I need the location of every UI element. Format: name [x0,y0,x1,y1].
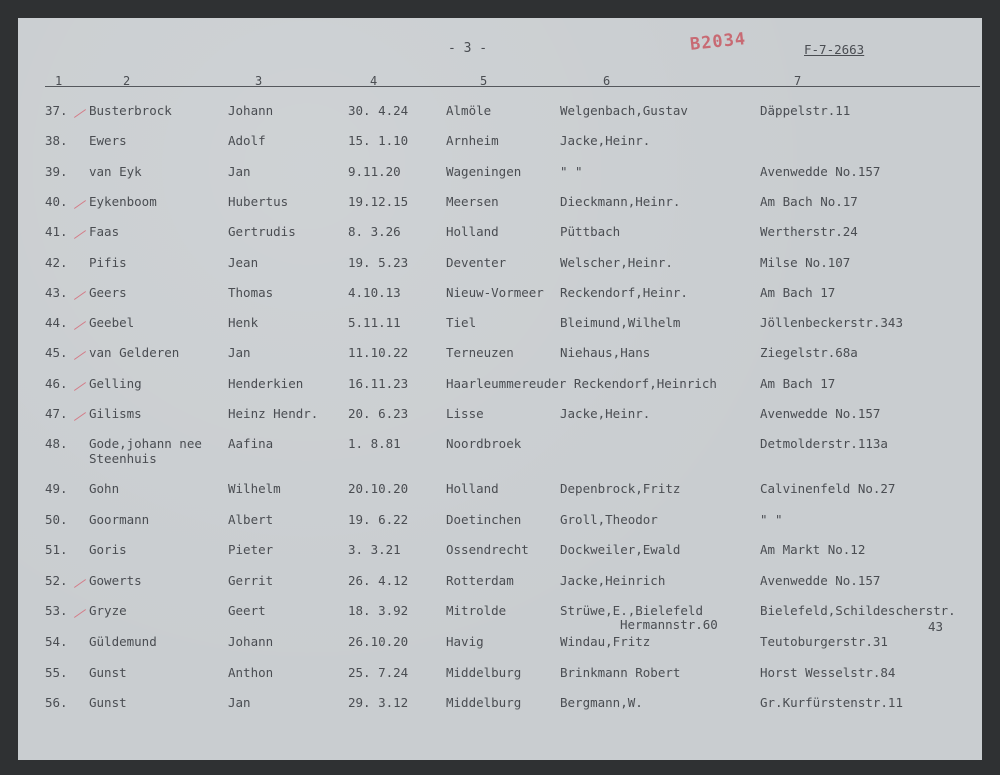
cell-address: Avenwedde No.157 [760,406,881,421]
cell-first: Jean [228,255,259,270]
cell-first: Henderkien [228,376,304,391]
cell-no: 44. [45,315,68,330]
cell-name: Goris [89,542,127,557]
cell-origin: Tiel [446,315,477,330]
cell-name: Goormann [89,512,150,527]
cell-address-continued: 43 [928,619,944,634]
cell-no: 55. [45,665,68,680]
cell-employer: Groll,Theodor [560,512,658,527]
cell-origin: Havig [446,634,484,649]
cell-employer: Strüwe,E.,Bielefeld [560,603,703,618]
cell-name: Pifis [89,255,127,270]
cell-no: 54. [45,634,68,649]
column-number-7: 7 [794,74,802,88]
cell-employer-continued: Hermannstr.60 [620,617,718,632]
cell-no: 56. [45,695,68,710]
table-row [18,436,982,466]
table-row [18,665,982,685]
cell-first: Gerrit [228,573,274,588]
column-number-2: 2 [123,74,131,88]
table-row [18,164,982,184]
cell-date: 26.10.20 [348,634,409,649]
header-rule [45,86,980,87]
table-row [18,481,982,501]
cell-date: 15. 1.10 [348,133,409,148]
cell-no: 45. [45,345,68,360]
cell-name: Gilisms [89,406,142,421]
cell-no: 52. [45,573,68,588]
cell-no: 50. [45,512,68,527]
cell-first: Jan [228,695,251,710]
table-row [18,573,982,593]
cell-address: Horst Wesselstr.84 [760,665,896,680]
cell-name: van Eyk [89,164,142,179]
cell-name: Gunst [89,665,127,680]
cell-no: 46. [45,376,68,391]
cell-employer: Depenbrock,Fritz [560,481,681,496]
table-row [18,224,982,244]
cell-name: Gunst [89,695,127,710]
column-number-1: 1 [55,74,63,88]
cell-date: 9.11.20 [348,164,401,179]
cell-origin: Deventer [446,255,507,270]
cell-date: 20. 6.23 [348,406,409,421]
cell-address: Milse No.107 [760,255,851,270]
cell-employer: Dockweiler,Ewald [560,542,681,557]
cell-address: Bielefeld,Schildescherstr. [760,603,956,618]
table-row [18,103,982,123]
cell-no: 47. [45,406,68,421]
cell-address: Am Bach 17 [760,285,836,300]
cell-date: 8. 3.26 [348,224,401,239]
cell-name: Gelling [89,376,142,391]
checkmark-tick [74,109,86,118]
cell-no: 51. [45,542,68,557]
cell-name: Geebel [89,315,135,330]
cell-date: 25. 7.24 [348,665,409,680]
cell-no: 48. [45,436,68,451]
cell-date: 19. 5.23 [348,255,409,270]
cell-date: 19.12.15 [348,194,409,209]
cell-no: 49. [45,481,68,496]
cell-date: 3. 3.21 [348,542,401,557]
cell-first: Johann [228,634,274,649]
cell-address: Am Bach 17 [760,376,836,391]
cell-name: Busterbrock [89,103,172,118]
cell-first: Heinz Hendr. [228,406,319,421]
cell-address: " " [760,512,783,527]
checkmark-tick [74,200,86,209]
cell-no: 38. [45,133,68,148]
cell-employer: Welgenbach,Gustav [560,103,688,118]
cell-date: 26. 4.12 [348,573,409,588]
cell-origin: Mitrolde [446,603,507,618]
cell-name: Faas [89,224,120,239]
cell-origin: Haarleummereuder Reckendorf,Heinrich [446,376,717,391]
cell-no: 39. [45,164,68,179]
cell-date: 5.11.11 [348,315,401,330]
column-number-5: 5 [480,74,488,88]
cell-address: Am Markt No.12 [760,542,866,557]
table-row [18,603,982,634]
cell-employer: Jacke,Heinrich [560,573,666,588]
cell-employer: Welscher,Heinr. [560,255,673,270]
cell-name: Gohn [89,481,120,496]
cell-origin: Holland [446,224,499,239]
table-row [18,634,982,654]
cell-no: 37. [45,103,68,118]
table-row [18,542,982,562]
cell-origin: Noordbroek [446,436,522,451]
table-row [18,133,982,153]
cell-name: Güldemund [89,634,157,649]
cell-name: Gode,johann nee [89,436,202,451]
cell-employer: Windau,Fritz [560,634,651,649]
cell-employer: Jacke,Heinr. [560,133,651,148]
cell-first: Thomas [228,285,274,300]
cell-first: Jan [228,345,251,360]
cell-employer: Bergmann,W. [560,695,643,710]
column-number-6: 6 [603,74,611,88]
cell-first: Johann [228,103,274,118]
cell-date: 18. 3.92 [348,603,409,618]
column-number-4: 4 [370,74,378,88]
cell-first: Wilhelm [228,481,281,496]
cell-first: Geert [228,603,266,618]
cell-first: Gertrudis [228,224,296,239]
cell-name: van Gelderen [89,345,180,360]
checkmark-tick [74,382,86,391]
cell-address: Gr.Kurfürstenstr.11 [760,695,903,710]
cell-date: 19. 6.22 [348,512,409,527]
column-number-3: 3 [255,74,263,88]
cell-origin: Middelburg [446,665,522,680]
checkmark-tick [74,321,86,330]
cell-origin: Ossendrecht [446,542,529,557]
cell-no: 41. [45,224,68,239]
cell-no: 43. [45,285,68,300]
cell-first: Jan [228,164,251,179]
handwritten-stamp: B2034 [689,29,748,55]
cell-employer: Jacke,Heinr. [560,406,651,421]
checkmark-tick [74,291,86,300]
cell-employer: Niehaus,Hans [560,345,651,360]
document-page [18,18,982,760]
cell-name: Ewers [89,133,127,148]
cell-name: Eykenboom [89,194,157,209]
cell-address: Am Bach No.17 [760,194,858,209]
table-row [18,512,982,532]
cell-origin: Lisse [446,406,484,421]
cell-first: Henk [228,315,259,330]
table-row [18,345,982,365]
cell-address: Detmolderstr.113a [760,436,888,451]
table-row [18,194,982,214]
cell-name: Geers [89,285,127,300]
cell-date: 16.11.23 [348,376,409,391]
cell-origin: Arnheim [446,133,499,148]
cell-employer: Brinkmann Robert [560,665,681,680]
cell-origin: Middelburg [446,695,522,710]
cell-address: Teutoburgerstr.31 [760,634,888,649]
cell-date: 4.10.13 [348,285,401,300]
cell-address: Avenwedde No.157 [760,573,881,588]
table-row [18,695,982,715]
checkmark-tick [74,351,86,360]
cell-no: 42. [45,255,68,270]
cell-first: Pieter [228,542,274,557]
checkmark-tick [74,230,86,239]
cell-first: Hubertus [228,194,289,209]
cell-origin: Nieuw-Vormeer [446,285,544,300]
cell-date: 1. 8.81 [348,436,401,451]
cell-address: Calvinenfeld No.27 [760,481,896,496]
page-number: - 3 - [448,41,488,56]
cell-date: 20.10.20 [348,481,409,496]
cell-address: Wertherstr.24 [760,224,858,239]
cell-name: Gryze [89,603,127,618]
cell-address: Däppelstr.11 [760,103,851,118]
checkmark-tick [74,609,86,618]
cell-origin: Terneuzen [446,345,514,360]
cell-date: 30. 4.24 [348,103,409,118]
cell-employer: Dieckmann,Heinr. [560,194,681,209]
cell-origin: Wageningen [446,164,522,179]
reference-number: F-7-2663 [804,42,865,57]
cell-name-continued: Steenhuis [89,451,157,466]
cell-address: Jöllenbeckerstr.343 [760,315,903,330]
table-row [18,376,982,396]
cell-first: Albert [228,512,274,527]
cell-employer: Püttbach [560,224,621,239]
cell-date: 29. 3.12 [348,695,409,710]
cell-first: Anthon [228,665,274,680]
cell-origin: Rotterdam [446,573,514,588]
cell-first: Aafina [228,436,274,451]
cell-employer: " " [560,164,583,179]
cell-address: Ziegelstr.68a [760,345,858,360]
cell-employer: Reckendorf,Heinr. [560,285,688,300]
cell-address: Avenwedde No.157 [760,164,881,179]
cell-name: Gowerts [89,573,142,588]
cell-origin: Doetinchen [446,512,522,527]
cell-date: 11.10.22 [348,345,409,360]
checkmark-tick [74,579,86,588]
table-row [18,285,982,305]
cell-origin: Holland [446,481,499,496]
table-row [18,406,982,426]
table-row [18,255,982,275]
cell-no: 53. [45,603,68,618]
cell-origin: Almöle [446,103,492,118]
cell-no: 40. [45,194,68,209]
cell-origin: Meersen [446,194,499,209]
cell-first: Adolf [228,133,266,148]
table-row [18,315,982,335]
checkmark-tick [74,412,86,421]
cell-employer: Bleimund,Wilhelm [560,315,681,330]
